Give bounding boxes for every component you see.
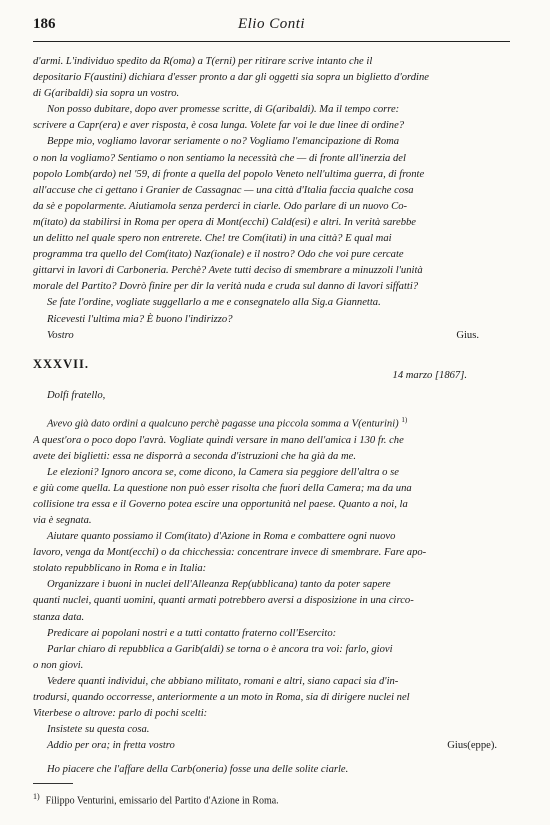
text-line: scrivere a Capr(era) e aver risposta, è cosa lunga. Volete far voi le due linee di ordine? xyxy=(33,120,405,132)
footnote-rule xyxy=(33,783,73,784)
text-line: Le elezioni? Ignoro ancora se, come dicono, la Camera sia peggiore dell'altra o se xyxy=(47,466,399,478)
postscript: Ho piacere che l'affare della Carb(oneria) fosse una delle solite ciarle. xyxy=(47,764,349,776)
running-title: Elio Conti xyxy=(237,16,306,32)
text-line: d'armi. L'individuo spedito da R(oma) a T(erni) per ritirare scrive intanto che il xyxy=(33,56,373,67)
text-line: all'accuse che ci gettano i Granier de Cassagnac — una città d'Italia faccia qualche cosa xyxy=(33,184,414,196)
signature: Gius(eppe). xyxy=(447,740,497,752)
dateline xyxy=(33,369,511,388)
text-line: Non posso dubitare, dopo aver promesse scritte, di G(aribaldi). Ma il tempo corre: xyxy=(47,104,400,116)
text-line: m(itato) da stabilirsi in Roma per opera di Mont(ecchi) Cald(esi) e altri. In verità sarebbe xyxy=(33,216,416,228)
text-line: depositario F(austini) dichiara d'esser pronto a dar gli oggetti sia sopra un biglietto d'ordine xyxy=(33,72,430,84)
text-line: lavoro, venga da Mont(ecchi) o da chicchessia: concentrare invece di smembrare. Fare apo- xyxy=(33,547,427,559)
signature: Gius. xyxy=(456,329,479,341)
text-line: gittarvi in lavori di Carboneria. Perchè? Avete tutti deciso di smembrare a minuzzoli l'unità xyxy=(33,265,423,277)
footnote-mark: 1) xyxy=(33,792,40,801)
text-line: Aiutare quanto possiamo il Com(itato) d'Azione in Roma e combattere ogni nuovo xyxy=(47,531,396,543)
text-line: via è segnata. xyxy=(33,514,92,526)
text-line: Viterbese o altrove: parlo di pochi scelti: xyxy=(33,708,208,720)
text-line: morale del Partito? Dovrò finire per dir la verità nuda e cruda sul danno di lavori siffatti? xyxy=(33,281,419,293)
text-line: stanza data. xyxy=(33,611,85,623)
page-header xyxy=(33,16,510,38)
text-line: quanti nuclei, quanti uomini, quanti armati potrebbero aversi a disposizione in una circo- xyxy=(33,595,414,607)
text-line: stolato repubblicano in Roma e in Italia: xyxy=(33,563,207,575)
text-line: collisione tra essa e il Governo potea escire una opportunità nel paese. Quanto a noi, la xyxy=(33,498,408,510)
text-line: programma tra quello del Com(itato) Naz(ionale) e il nostro? Odo che voi pure cercate xyxy=(33,249,404,261)
text-line: Predicare ai popolani nostri e a tutti contatto fraterno coll'Esercito: xyxy=(47,627,337,639)
text-line: popolo Lomb(ardo) nel '59, di fronte a quella del popolo Veneto nell'ultima guerra, di fronte xyxy=(33,168,425,180)
text-line: trodursi, quando occorresse, anteriormente a un moto in Roma, sia di dirigere nuclei nel xyxy=(33,692,410,703)
text-line: Ricevesti l'ultima mia? È buono l'indirizzo? xyxy=(47,313,233,325)
text-line: un delitto nel quale spero non entrerete. Che! tre Com(itati) in una città? E qual mai xyxy=(33,233,392,245)
text-line: Parlar chiaro di repubblica a Garib(aldi) se torna o è ancora tra voi: farlo, giovi xyxy=(47,643,393,655)
header-rule xyxy=(33,41,510,42)
closing: Vostro xyxy=(47,329,74,341)
closing: Addio per ora; in fretta vostro xyxy=(47,740,175,752)
text-line: avete dei biglietti: essa ne disporrà a seconda d'istruzioni che ha già da me. xyxy=(33,450,356,462)
text-line: A quest'ora o poco dopo l'avrà. Vogliate quindi versare in mano dell'amica i 130 fr. che xyxy=(33,434,404,446)
salutation: Dolfi fratello, xyxy=(47,389,106,401)
text-line: e giù come quella. La questione non può esser risolta che fuori della Camera; ma da una xyxy=(33,482,412,494)
text-line: Vedere quanti individui, che abbiano militato, romani e altri, siano capaci sia d'in- xyxy=(47,675,399,687)
text-line: da sè e popolarmente. Aiutiamola senza perderci in ciarle. Odo parlare di un nuovo Co- xyxy=(33,200,408,212)
letter-numeral: XXXVII. xyxy=(33,356,89,371)
text-line: Se fate l'ordine, vogliate suggellarlo a me e consegnatelo alla Sig.a Giannetta. xyxy=(47,297,381,309)
main-text xyxy=(33,54,511,778)
footnote-text: Filippo Venturini, emissario del Partito d'Azione in Roma. xyxy=(45,795,279,807)
text-line: o non la vogliamo? Sentiamo o non sentiamo la necessità che — di fronte all'inerzia del xyxy=(33,152,406,164)
text-line: Avevo già dato ordini a qualcuno perchè pagasse una piccola somma a V(enturini) $^{1)}$ xyxy=(47,415,408,430)
closing-line xyxy=(33,328,511,344)
closing-line xyxy=(33,738,511,754)
text-line: o non giovi. xyxy=(33,659,84,671)
text-line: Insistete su questa cosa. xyxy=(47,724,150,736)
letter-date: 14 marzo [1867]. xyxy=(392,369,467,381)
text-line: Beppe mio, vogliamo lavorar seriamente o no? Vogliamo l'emancipazione di Roma xyxy=(47,136,400,148)
page-number: 186 xyxy=(33,16,56,32)
footnote-ref: 1) xyxy=(401,415,408,424)
text-line: Organizzare i buoni in nuclei dell'Alleanza Rep(ubblicana) tanto da poter sapere xyxy=(47,579,391,591)
text-line: di G(aribaldi) sia sopra un vostro. xyxy=(33,88,180,100)
footnote xyxy=(33,792,279,806)
